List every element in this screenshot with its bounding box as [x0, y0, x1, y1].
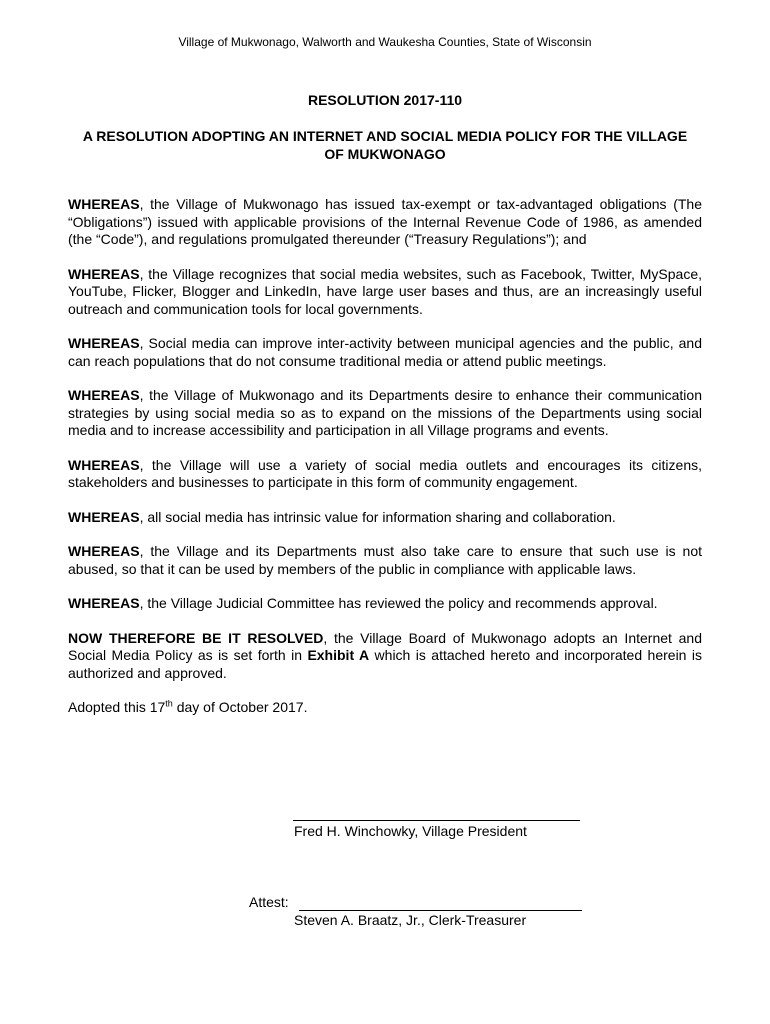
whereas-paragraph-2: [68, 266, 702, 319]
paragraph-text: , the Village Judicial Committee has reviewed the policy and recommends approval.: [139, 595, 658, 611]
clerk-name: Steven A. Braatz, Jr., Clerk-Treasurer: [294, 912, 527, 928]
resolved-text-before: , the Village Board of Mukwonago adopts an Internet and Social Media Policy as is set forth in: [68, 629, 702, 663]
whereas-lead: WHEREAS: [68, 196, 140, 212]
whereas-lead: WHEREAS: [68, 456, 140, 473]
president-signature-line: [293, 820, 580, 821]
paragraph-text: , Social media can improve inter-activity between municipal agencies and the public, and can reach populations that do not consume traditional media or attend public meetings.: [68, 335, 702, 369]
whereas-lead: WHEREAS: [68, 595, 140, 611]
paragraph-text: , the Village of Mukwonago has issued tax-exempt or tax-advantaged obligations (The “Obligations”) issued with applicable provisions of the Internal Revenue Code of 1986, as amended (the “Code”), and regulations promulgated thereunder (“Treasury Regulations”); and: [68, 196, 702, 247]
whereas-paragraph-4: [68, 387, 702, 440]
resolved-text-after: which is attached hereto and incorporated herein is authorized and approved.: [68, 647, 702, 681]
paragraph-text: , all social media has intrinsic value for information sharing and collaboration.: [139, 508, 616, 525]
resolution-body: [68, 196, 702, 717]
adopted-prefix: Adopted this 17: [68, 699, 166, 715]
whereas-paragraph-1: [68, 196, 702, 249]
whereas-paragraph-5: [68, 457, 702, 492]
whereas-lead: WHEREAS: [68, 543, 140, 559]
adopted-superscript: th: [165, 698, 173, 709]
president-name: Fred H. Winchowky, Village President: [294, 823, 527, 839]
paragraph-text: , the Village recognizes that social media websites, such as Facebook, Twitter, MySpace, YouTube, Flicker, Blogger and LinkedIn, have large user bases and thus, are an increasingly useful outreach and communication tools for local governments.: [68, 265, 702, 317]
resolution-number: RESOLUTION 2017-110: [307, 92, 463, 108]
whereas-lead: WHEREAS: [68, 265, 140, 282]
clerk-signature-line: [299, 910, 582, 911]
paragraph-text: , the Village of Mukwonago and its Departments desire to enhance their communication strategies by using social media so as to expand on the missions of the Departments using social media and to increase accessibility and participation in all Village programs and events.: [68, 387, 702, 438]
paragraph-text: , the Village and its Departments must also take care to ensure that such use is not abused, so that it can be used by members of the public in compliance with applicable laws.: [68, 543, 702, 577]
whereas-lead: WHEREAS: [68, 508, 140, 525]
exhibit-reference: Exhibit A: [307, 647, 370, 663]
adopted-suffix: day of October 2017.: [172, 699, 308, 715]
whereas-paragraph-7: [68, 543, 702, 578]
whereas-lead: WHEREAS: [68, 387, 140, 403]
resolved-lead: NOW THEREFORE BE IT RESOLVED: [68, 629, 324, 646]
page-header: Village of Mukwonago, Walworth and Waukesha Counties, State of Wisconsin: [178, 35, 592, 49]
adoption-date: [68, 699, 702, 717]
attest-label: Attest:: [249, 894, 289, 910]
whereas-paragraph-6: [68, 509, 702, 527]
resolution-title: A RESOLUTION ADOPTING AN INTERNET AND SOCIAL MEDIA POLICY FOR THE VILLAGE OF MUKWONAGO: [82, 128, 688, 162]
paragraph-text: , the Village will use a variety of social media outlets and encourages its citizens, stakeholders and businesses to participate in this form of community engagement.: [68, 456, 702, 490]
resolved-paragraph: [68, 630, 702, 683]
whereas-lead: WHEREAS: [68, 335, 140, 351]
whereas-paragraph-3: [68, 335, 702, 370]
whereas-paragraph-8: [68, 595, 702, 613]
